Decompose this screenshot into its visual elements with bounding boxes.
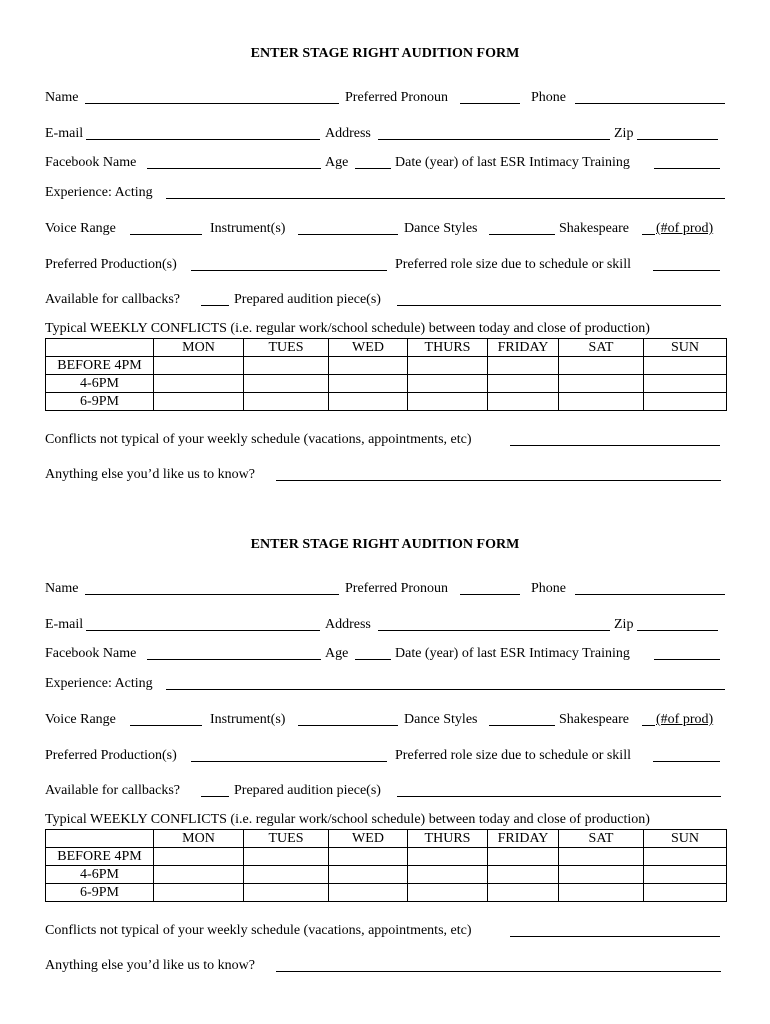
table-header-row <box>46 830 727 848</box>
callbacks-field[interactable] <box>201 796 229 797</box>
name-field[interactable] <box>85 103 339 104</box>
other-conflicts-field[interactable] <box>510 936 720 937</box>
conflict-cell[interactable] <box>154 357 244 375</box>
voice-label: Voice Range <box>45 712 116 727</box>
productions-field[interactable] <box>191 761 387 762</box>
day-header: SUN <box>644 339 727 357</box>
conflict-cell[interactable] <box>559 866 644 884</box>
conflict-cell[interactable] <box>244 848 329 866</box>
role-size-field[interactable] <box>653 270 720 271</box>
conflict-cell[interactable] <box>488 357 559 375</box>
time-slot-label: BEFORE 4PM <box>46 848 154 866</box>
row-facebook <box>45 645 726 663</box>
shakespeare-field[interactable] <box>642 725 655 726</box>
address-field[interactable] <box>378 630 610 631</box>
address-label: Address <box>325 617 371 632</box>
other-conflicts-label: Conflicts not typical of your weekly schedule (vacations, appointments, etc) <box>45 923 472 938</box>
table-row <box>46 848 727 866</box>
conflicts-caption: Typical WEEKLY CONFLICTS (i.e. regular work/school schedule) between today and close of production) <box>45 321 650 336</box>
time-slot-label: 6-9PM <box>46 393 154 411</box>
intimacy-field[interactable] <box>654 659 720 660</box>
weekly-conflicts-table <box>45 829 727 902</box>
audition-piece-field[interactable] <box>397 796 721 797</box>
pronoun-field[interactable] <box>460 103 520 104</box>
row-productions <box>45 747 726 765</box>
voice-label: Voice Range <box>45 221 116 236</box>
conflict-cell[interactable] <box>154 375 244 393</box>
conflict-cell[interactable] <box>559 357 644 375</box>
weekly-conflicts-table <box>45 338 727 411</box>
conflict-cell[interactable] <box>408 866 488 884</box>
day-header: THURS <box>408 830 488 848</box>
conflict-cell[interactable] <box>488 848 559 866</box>
dance-label: Dance Styles <box>404 712 478 727</box>
row-email <box>45 616 726 634</box>
experience-label: Experience: Acting <box>45 185 153 200</box>
name-label: Name <box>45 90 79 105</box>
day-header: MON <box>154 339 244 357</box>
form-title: ENTER STAGE RIGHT AUDITION FORM <box>250 46 520 61</box>
instrument-field[interactable] <box>298 725 398 726</box>
form-title: ENTER STAGE RIGHT AUDITION FORM <box>250 537 520 552</box>
conflict-cell[interactable] <box>408 884 488 902</box>
conflict-cell[interactable] <box>244 357 329 375</box>
age-field[interactable] <box>355 168 391 169</box>
anything-else-label: Anything else you’d like us to know? <box>45 958 255 973</box>
row-productions <box>45 256 726 274</box>
phone-field[interactable] <box>575 103 725 104</box>
table-header-row <box>46 339 727 357</box>
dance-field[interactable] <box>489 234 555 235</box>
other-conflicts-field[interactable] <box>510 445 720 446</box>
address-label: Address <box>325 126 371 141</box>
voice-field[interactable] <box>130 234 202 235</box>
day-header: THURS <box>408 339 488 357</box>
conflict-cell[interactable] <box>154 884 244 902</box>
zip-label: Zip <box>614 617 634 632</box>
table-row <box>46 884 727 902</box>
conflict-cell[interactable] <box>244 393 329 411</box>
row-other-conflicts <box>45 922 726 940</box>
conflict-cell[interactable] <box>559 848 644 866</box>
row-email <box>45 125 726 143</box>
address-field[interactable] <box>378 139 610 140</box>
conflict-cell[interactable] <box>154 848 244 866</box>
row-other-conflicts <box>45 431 726 449</box>
pronoun-label: Preferred Pronoun <box>345 90 449 105</box>
day-header: TUES <box>244 830 329 848</box>
conflict-cell[interactable] <box>408 357 488 375</box>
row-facebook <box>45 154 726 172</box>
age-label: Age <box>325 155 349 170</box>
voice-field[interactable] <box>130 725 202 726</box>
conflict-cell[interactable] <box>329 357 408 375</box>
other-conflicts-label: Conflicts not typical of your weekly schedule (vacations, appointments, etc) <box>45 432 472 447</box>
facebook-field[interactable] <box>147 168 321 169</box>
conflicts-caption: Typical WEEKLY CONFLICTS (i.e. regular work/school schedule) between today and close of production) <box>45 812 650 827</box>
anything-else-field[interactable] <box>276 971 721 972</box>
audition-form <box>0 0 770 500</box>
conflict-cell[interactable] <box>154 866 244 884</box>
audition-piece-field[interactable] <box>397 305 721 306</box>
pronoun-label: Preferred Pronoun <box>345 581 449 596</box>
conflict-cell[interactable] <box>488 393 559 411</box>
callbacks-label: Available for callbacks? <box>45 783 181 798</box>
num-prod-label: (#of prod) <box>656 221 714 236</box>
table-row <box>46 866 727 884</box>
conflict-cell[interactable] <box>559 884 644 902</box>
day-header: TUES <box>244 339 329 357</box>
audition-piece-label: Prepared audition piece(s) <box>234 292 381 307</box>
email-field[interactable] <box>86 630 320 631</box>
dance-field[interactable] <box>489 725 555 726</box>
conflict-cell[interactable] <box>408 848 488 866</box>
role-size-label: Preferred role size due to schedule or skill <box>395 748 631 763</box>
time-slot-label: 4-6PM <box>46 866 154 884</box>
num-prod-label: (#of prod) <box>656 712 714 727</box>
conflict-cell[interactable] <box>488 884 559 902</box>
table-corner-cell <box>46 830 154 848</box>
anything-else-label: Anything else you’d like us to know? <box>45 467 255 482</box>
dance-label: Dance Styles <box>404 221 478 236</box>
time-slot-label: 6-9PM <box>46 884 154 902</box>
day-header: WED <box>329 339 408 357</box>
conflict-cell[interactable] <box>644 848 727 866</box>
row-anything-else <box>45 957 726 975</box>
conflict-cell[interactable] <box>488 866 559 884</box>
anything-else-field[interactable] <box>276 480 721 481</box>
conflict-cell[interactable] <box>244 375 329 393</box>
day-header: SUN <box>644 830 727 848</box>
conflict-cell[interactable] <box>408 375 488 393</box>
intimacy-field[interactable] <box>654 168 720 169</box>
experience-label: Experience: Acting <box>45 676 153 691</box>
shakespeare-label: Shakespeare <box>559 221 629 236</box>
conflict-cell[interactable] <box>488 375 559 393</box>
pronoun-field[interactable] <box>460 594 520 595</box>
row-skills <box>45 711 726 729</box>
table-row <box>46 393 727 411</box>
table-corner-cell <box>46 339 154 357</box>
day-header: FRIDAY <box>488 830 559 848</box>
name-field[interactable] <box>85 594 339 595</box>
audition-form <box>0 491 770 991</box>
day-header: SAT <box>559 830 644 848</box>
row-callbacks <box>45 291 726 309</box>
row-experience <box>45 675 726 693</box>
row-experience <box>45 184 726 202</box>
shakespeare-label: Shakespeare <box>559 712 629 727</box>
row-anything-else <box>45 466 726 484</box>
email-label: E-mail <box>45 126 84 141</box>
instrument-field[interactable] <box>298 234 398 235</box>
row-name <box>45 580 726 598</box>
email-field[interactable] <box>86 139 320 140</box>
time-slot-label: BEFORE 4PM <box>46 357 154 375</box>
row-name <box>45 89 726 107</box>
table-row <box>46 357 727 375</box>
day-header: FRIDAY <box>488 339 559 357</box>
conflict-cell[interactable] <box>329 848 408 866</box>
facebook-label: Facebook Name <box>45 155 137 170</box>
conflict-cell[interactable] <box>329 375 408 393</box>
day-header: WED <box>329 830 408 848</box>
day-header: MON <box>154 830 244 848</box>
table-row <box>46 375 727 393</box>
conflict-cell[interactable] <box>644 357 727 375</box>
conflict-cell[interactable] <box>644 375 727 393</box>
phone-label: Phone <box>531 90 566 105</box>
productions-label: Preferred Production(s) <box>45 257 177 272</box>
conflict-cell[interactable] <box>329 866 408 884</box>
callbacks-field[interactable] <box>201 305 229 306</box>
conflict-cell[interactable] <box>559 393 644 411</box>
productions-field[interactable] <box>191 270 387 271</box>
phone-label: Phone <box>531 581 566 596</box>
name-label: Name <box>45 581 79 596</box>
experience-field[interactable] <box>166 198 725 199</box>
conflict-cell[interactable] <box>244 884 329 902</box>
facebook-label: Facebook Name <box>45 646 137 661</box>
conflict-cell[interactable] <box>644 393 727 411</box>
shakespeare-field[interactable] <box>642 234 655 235</box>
time-slot-label: 4-6PM <box>46 375 154 393</box>
phone-field[interactable] <box>575 594 725 595</box>
callbacks-label: Available for callbacks? <box>45 292 181 307</box>
conflict-cell[interactable] <box>154 393 244 411</box>
productions-label: Preferred Production(s) <box>45 748 177 763</box>
day-header: SAT <box>559 339 644 357</box>
row-callbacks <box>45 782 726 800</box>
conflict-cell[interactable] <box>644 866 727 884</box>
conflict-cell[interactable] <box>559 375 644 393</box>
audition-piece-label: Prepared audition piece(s) <box>234 783 381 798</box>
conflict-cell[interactable] <box>644 884 727 902</box>
age-label: Age <box>325 646 349 661</box>
conflict-cell[interactable] <box>244 866 329 884</box>
conflict-cell[interactable] <box>329 393 408 411</box>
experience-field[interactable] <box>166 689 725 690</box>
age-field[interactable] <box>355 659 391 660</box>
row-skills <box>45 220 726 238</box>
conflict-cell[interactable] <box>408 393 488 411</box>
conflict-cell[interactable] <box>329 884 408 902</box>
email-label: E-mail <box>45 617 84 632</box>
role-size-field[interactable] <box>653 761 720 762</box>
zip-field[interactable] <box>637 630 718 631</box>
instrument-label: Instrument(s) <box>210 712 286 727</box>
intimacy-label: Date (year) of last ESR Intimacy Training <box>395 646 630 661</box>
zip-label: Zip <box>614 126 634 141</box>
intimacy-label: Date (year) of last ESR Intimacy Training <box>395 155 630 170</box>
role-size-label: Preferred role size due to schedule or skill <box>395 257 631 272</box>
zip-field[interactable] <box>637 139 718 140</box>
instrument-label: Instrument(s) <box>210 221 286 236</box>
facebook-field[interactable] <box>147 659 321 660</box>
